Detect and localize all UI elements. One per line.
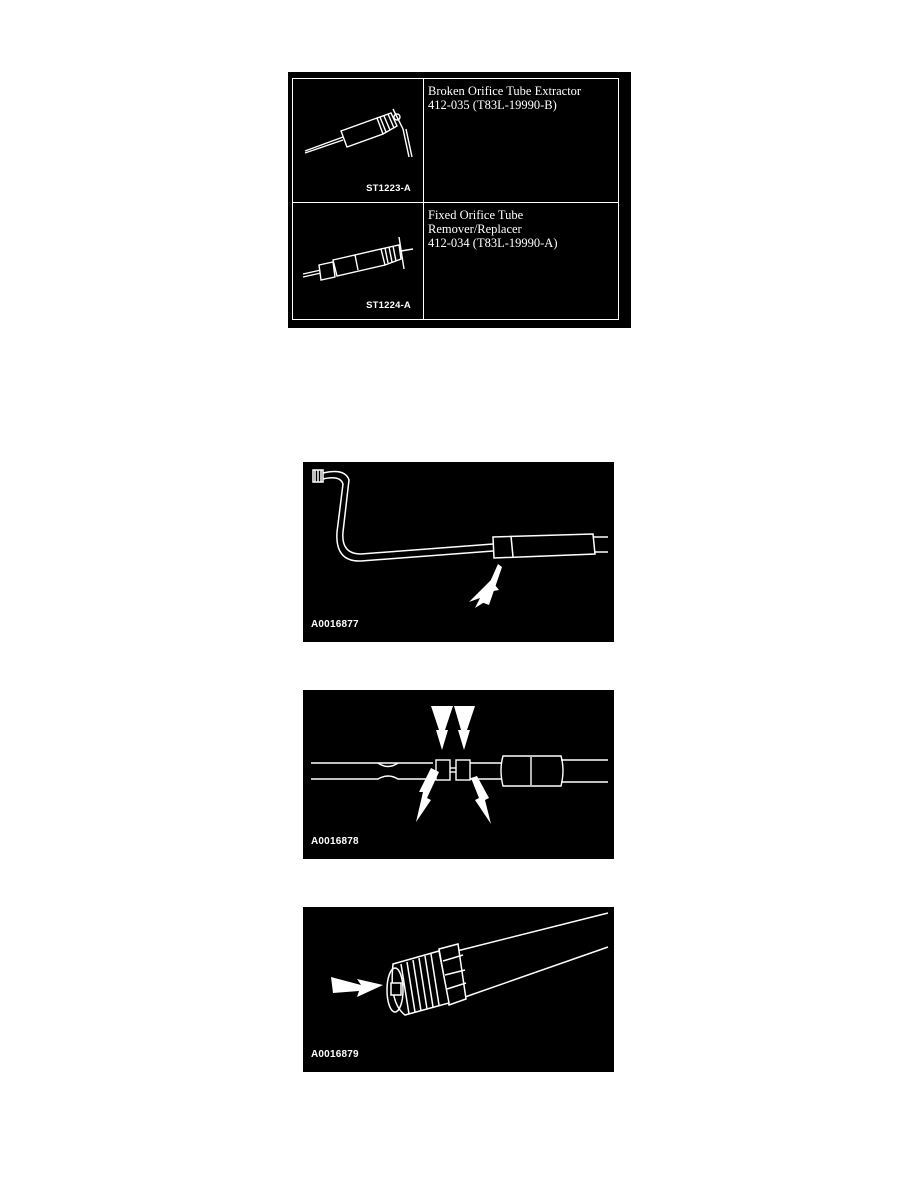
tool-figure-code: ST1224-A [366, 300, 411, 311]
special-tools-table [288, 72, 631, 328]
tool-description-cell [428, 79, 614, 202]
tool-description: Fixed Orifice Tube Remover/Replacer 412-034 (T83L-19990-A) [428, 208, 558, 250]
liquid-line-illustration [303, 462, 614, 642]
tool-figure-code: ST1223-A [366, 183, 411, 194]
figure-liquid-line [303, 462, 614, 642]
special-tools-grid [292, 78, 619, 320]
orifice-tube-illustration [303, 907, 614, 1072]
figure-code: A0016877 [311, 619, 359, 630]
figure-code: A0016878 [311, 836, 359, 847]
figure-spring-lock-coupling [303, 690, 614, 859]
tool-row [293, 203, 618, 319]
tool-description-cell [428, 203, 614, 319]
figure-code: A0016879 [311, 1049, 359, 1060]
tool-illustration-cell [293, 203, 424, 319]
tool-description: Broken Orifice Tube Extractor 412-035 (T83L-19990-B) [428, 84, 582, 112]
spring-lock-coupling-illustration [303, 690, 614, 859]
figure-orifice-tube [303, 907, 614, 1072]
tool-row [293, 79, 618, 203]
tool-illustration-cell [293, 79, 424, 202]
